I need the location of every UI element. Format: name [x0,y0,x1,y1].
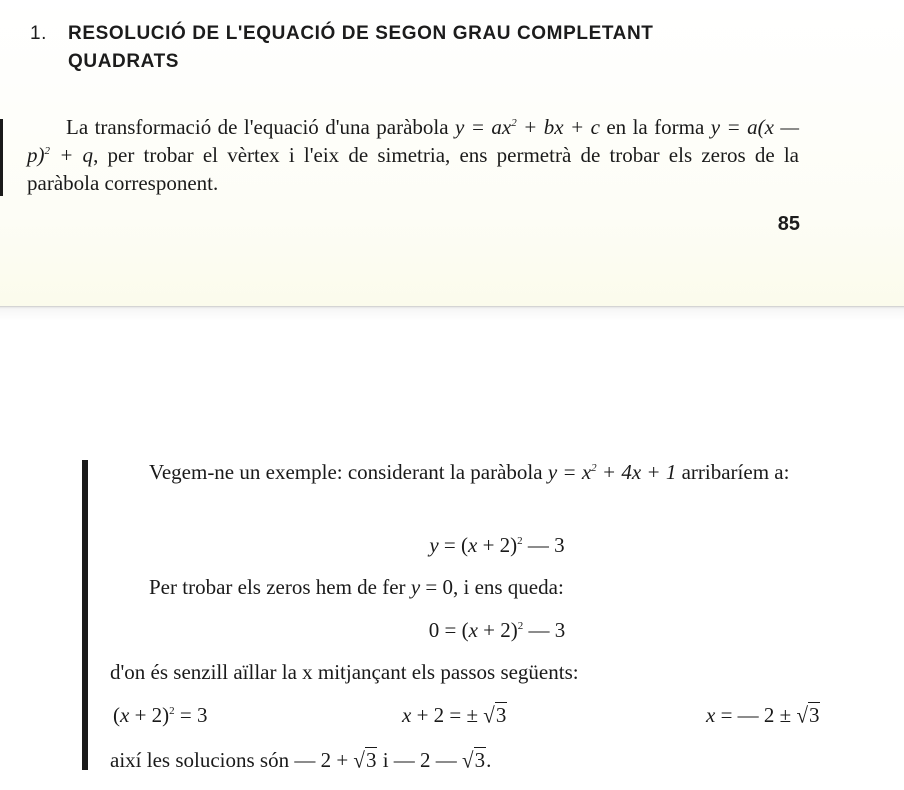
step-1: $(x + 2)^2 = 3$ [113,703,208,727]
intro-paragraph [27,113,799,197]
equation-vertex-form: y = a(x — p)$^2$ + q [27,115,800,167]
section-heading [30,20,770,76]
example-text-4: , i ens queda: [452,575,564,599]
example-text-3: Per trobar els zeros hem de fer [149,575,406,599]
page-number: 85 [777,213,800,235]
example-intro [110,457,884,487]
equation-y-zero: y [410,575,421,599]
equation-completed-square: $y = (x + 2)^2$ — 3 [429,533,565,557]
steps-intro: d'on és senzill aïllar la x mitjançant els passos següents: [110,660,579,684]
solutions-sentence [110,745,491,775]
step-2: x + 2 = ± √3 [402,702,507,728]
example-margin-bar [82,460,88,770]
section-title: RESOLUCIÓ DE L'EQUACIÓ DE SEGON GRAU COMPLETANT QUADRATS [68,23,654,72]
solutions-text: així les solucions són [110,748,290,772]
zeros-sentence: Per trobar els zeros hem de fer y = 0, i ens queda: [149,575,564,599]
margin-bar [0,119,3,196]
equation-general-form: $y = ax^2$ + bx + c [455,115,600,139]
section-number: 1. [30,23,48,44]
solution-2: — 2 — √3. [393,747,492,773]
equation-zero-result: $0 = (x + 2)^2$ — 3 [428,618,566,642]
intro-text-2: en la forma [606,115,705,139]
page-divider [0,306,904,321]
solutions-and: i [382,748,389,772]
intro-text-1: La transformació de l'equació d'una paràbola [66,115,449,139]
equation-parabola: $y = x^2 + 4x + 1$ [547,460,677,484]
example-text-1: Vegem-ne un exemple: considerant la paràbola [149,460,543,484]
solution-1: — 2 + √3 [294,747,377,773]
example-text-2: arribaríem a: [681,460,790,484]
step-3: x = — 2 ± √3 [706,702,820,728]
intro-text-3: , per trobar el vèrtex i l'eix de simetria, ens permetrà de trobar els zeros de la paràbola corresponent. [27,143,799,195]
